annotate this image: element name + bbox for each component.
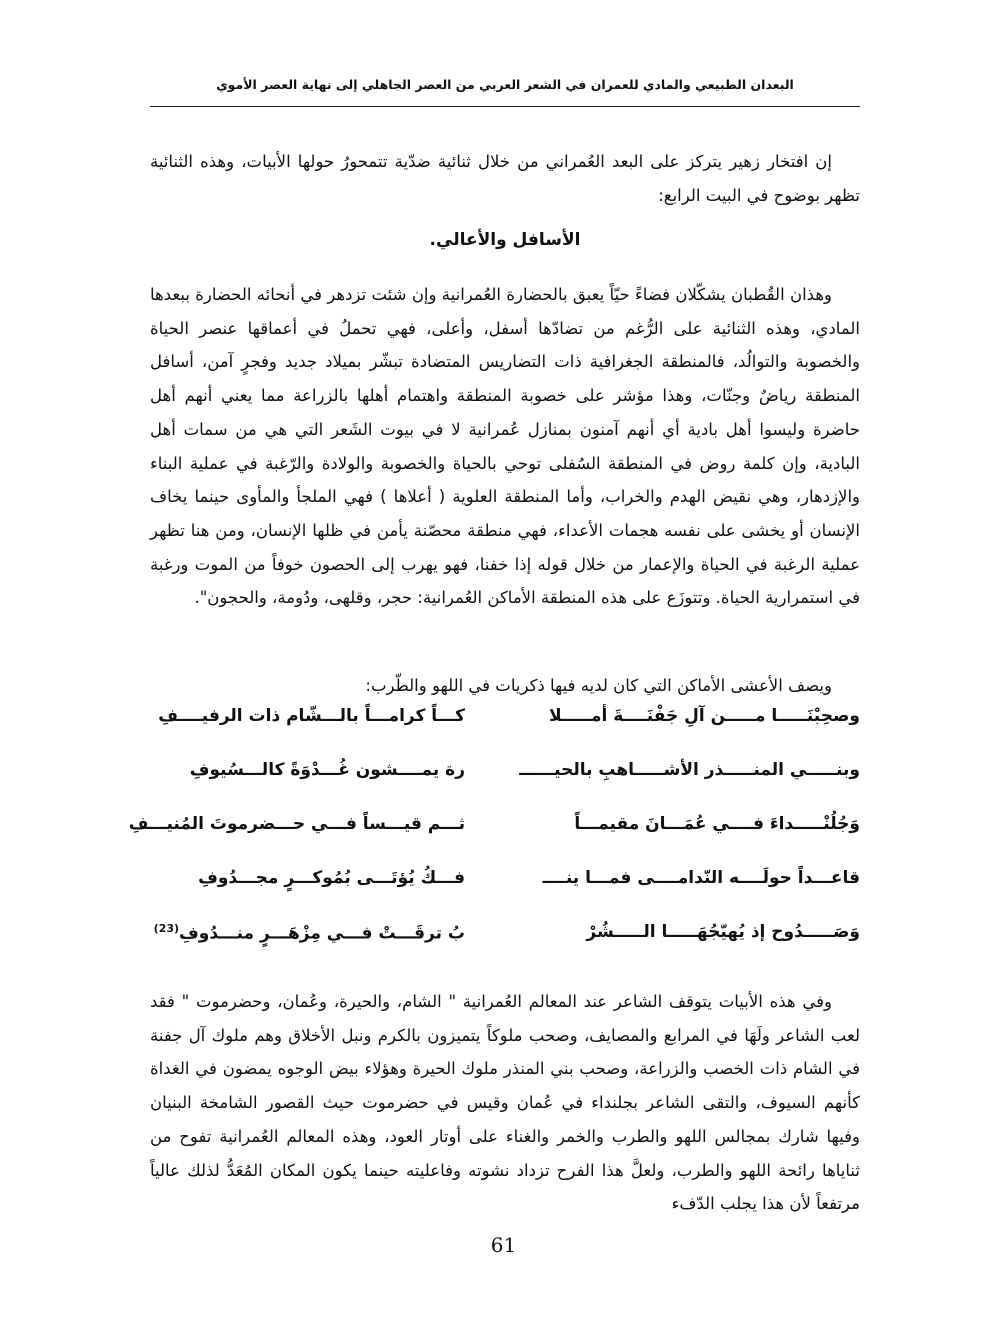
verse-second-hemistich: رة يمــــشون غُـــدْوَةً كالـــسُيوفِ: [189, 760, 465, 780]
verse-first-hemistich: وصحِبْنَـــــا مـــــن آلِ جَفْنَــــةَ أمـــــلا: [549, 706, 860, 726]
intro-paragraph: إن افتخار زهير يتركز على البعد العُمراني من خلال ثنائية ضدّية تتمحورُ حولها الأبيات، وهذه الثنائية تظهر بوضوح في البيت الرابع:: [150, 152, 860, 205]
section-subheading: الأسافل والأعالي.: [429, 230, 581, 250]
verse-second-hemistich: كـــاً كرامـــاً بالـــشّام ذات الرفيــــفِ: [158, 706, 465, 726]
verse-first-hemistich: وَجُلُنْـــــداءَ فــــي عُمَـــانَ مقيمـــاً: [574, 814, 860, 834]
main-paragraph: وهذان القُطبان يشكّلان فضاءً حيّاً يعبق بالحضارة العُمرانية وإن شئت تزدهر في أنحائه الحضارة ببعدها المادي، وهذه الثنائية على الرُّغم من تضادّها أسفل، وأعلى، فهي تحملُ في أعماقها عنصر الحياة والخصوبة والتوالُد، فالمنطقة الجغرافية ذات التضاريس المتضادة تبشّر بميلاد جديد وفجرٍ آمن، أسافل المنطقة رياضٌ وجنّات، وهذا مؤشر على خصوبة المنطقة واهتمام أهلها بالزراعة مما يعني أنهم أهل حاضرة وليسوا أهل بادية أي أنهم آمنون بمنازل عُمرانية لا في بيوت الشَعر التي هي من سمات أهل البادية، وإن كلمة روض في المنطقة السُفلى توحي بالحياة والخصوبة والولادة والرّغبة في عملية البناء والإزدهار، وهي نقيض الهدم والخراب، وأما المنطقة العلوية ( أعلاها ) فهي الملجأ والمأوى حينما يخاف الإنسان أو يخشى على نفسه هجمات الأعداء، فهي منطقة محصّنة يأمن في ظلها الإنسان، ومن هنا تظهر عملية الرغبة في الحياة والإعمار من خلال قوله إذا خفنا، فهو يهرب إلى الحصون خوفاً من الموت ورغبة في استمرارية الحياة. وتتوزَع على هذه المنطقة الأماكن العُمرانية: حجر، وقلهى، ودُومة، والحجون".: [150, 285, 860, 608]
verse-3: [128, 814, 860, 854]
verse-first-hemistich: قاعـــداً حولَــــه النّدامــــى فمـــا ينــــ: [542, 868, 860, 888]
verse-4: [150, 868, 860, 908]
verse-2: [150, 760, 860, 800]
footnote-marker: (23): [153, 922, 180, 935]
verse-second-hemistich: [154, 922, 465, 944]
verse-1: [150, 706, 860, 746]
verse-second-text: بُ ترقَـــتْ فـــي مِزْهَـــرٍ منـــدُوفِ: [179, 923, 465, 944]
verse-first-hemistich: وبنـــــي المنـــــذر الأشـــــاهبِ بالحيــــــ: [519, 760, 860, 780]
verse-second-hemistich: ثـــم قيـــساً فـــي حـــضرموتَ المُنيـــفِ: [128, 814, 465, 834]
poem-intro: ويصف الأعشى الأماكن التي كان لديه فيها ذكريات في اللهو والطّرب:: [365, 676, 832, 695]
page-number: 61: [490, 1233, 517, 1257]
running-header: البعدان الطبيعي والمادي للعمران في الشعر العربي من العصر الجاهلي إلى نهاية العصر الأموي: [216, 77, 794, 92]
verse-first-hemistich: وَصَـــــدُوح إذ يُهيّجُهَـــــا الـــــشُرْ: [586, 922, 860, 942]
closing-paragraph: وفي هذه الأبيات يتوقف الشاعر عند المعالم العُمرانية " الشام، والحيرة، وعُمان، وحضرموت " فقد لعب الشاعر ولَهَا في المرابع والمصايف، وصحب ملوكاً يتميزون بالكرم ونبل الأخلاق وهم ملوك آل جفنة في الشام ذات الخصب والزراعة، وصحب بني المنذر ملوك الحيرة وهؤلاء بيض الوجوه يمضون في الغداة كأنهم السيوف، والتقى الشاعر بجلنداء في عُمان وقيس في حضرموت حيث القصور الشامخة البنيان وفيها شارك بمجالس اللهو والطرب والخمر والغناء على أوتار العود، وهذه المعالم العُمرانية تفوح من ثناياها رائحة اللهو والطرب، ولعلَّ هذا الفرح تزداد نشوته وفاعليته حينما يكون المكان المُعَدُّ لذلك عالياً مرتفعاً لأن هذا يجلب الدّفء: [150, 992, 860, 1214]
verse-5: [150, 922, 860, 962]
verse-second-hemistich: فـــكُ يُؤتَـــى بُمُوكـــرٍ مجـــدُوفِ: [198, 868, 465, 888]
header-divider: [150, 106, 860, 107]
